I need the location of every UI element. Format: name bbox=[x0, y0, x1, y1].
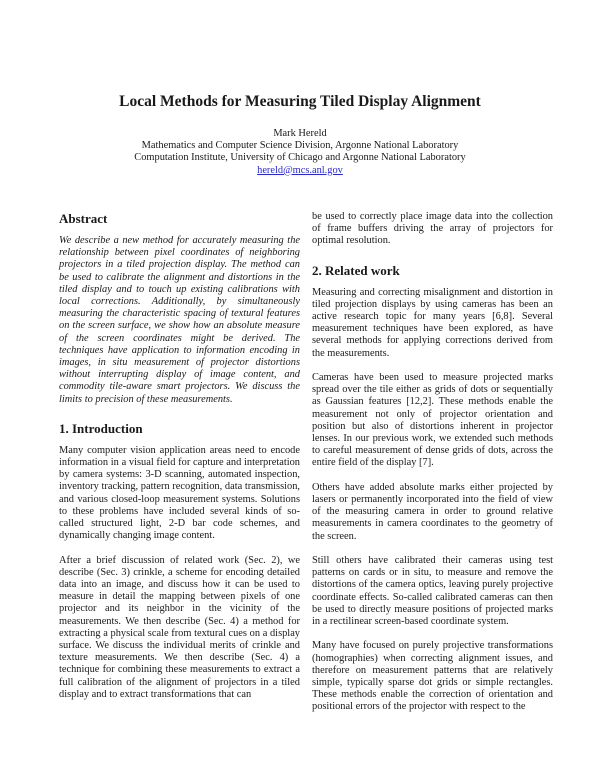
related-paragraph-1: Measuring and correcting misalignment and distortion in tiled projection displays by using cameras has been an active research topic for many years [6,8]. Several measurement techniques have been explored, as have several methods for applying corrections derived from the measurements. bbox=[312, 286, 553, 359]
intro-paragraph-2-continued: be used to correctly place image data into the collection of frame buffers driving the array of projectors for optimal resolution. bbox=[312, 211, 553, 247]
related-paragraph-5: Many have focused on purely projective transformations (homographies) when correcting alignment issues, and therefore on measurement patterns that are relatively simple, typically sparse dot grids or simple rectangles. These methods enable the correction of orientation and positional errors of the projector with respect to the bbox=[312, 640, 553, 713]
author-email-link[interactable]: hereld@mcs.anl.gov bbox=[257, 164, 343, 176]
left-column bbox=[59, 183, 300, 713]
related-paragraph-3: Others have added absolute marks either projected by lasers or permanently incorporated into the field of view of the measuring camera in order to ground relative measurements in camera coordinates to the geometry of the screen. bbox=[312, 481, 553, 542]
intro-paragraph-2: After a brief discussion of related work (Sec. 2), we describe (Sec. 3) crinkle, a scheme for encoding detailed data into an image, and discuss how it can be used to measure in detail the mapping between pixels of one projector and its neighbor in the vicinity of the measurements. We then describe (Sec. 4) a method for extracting a physical scale from textural cues on a display surface. We discuss the individual merits of crinkle and texture measurements. We then describe (Sec. 4) a technique for combining these measurements to extract a full calibration of the alignment of projectors in a tiled display and to extract transformations that can bbox=[59, 554, 300, 700]
intro-paragraph-1: Many computer vision application areas need to encode information in a visual field for capture and interpretation by camera systems: 3-D scanning, automated inspection, inventory tracking, pattern recognition, data transmission, and various closed-loop measurement systems. Solutions to these problems have included several kinds of so-called structured light, 2-D bar code schemes, and dynamically changing image content. bbox=[59, 444, 300, 542]
paper-title: Local Methods for Measuring Tiled Display Alignment bbox=[119, 93, 481, 110]
related-paragraph-2: Cameras have been used to measure projected marks spread over the tile either as grids of dots or sequentially as Gaussian features [12,2]. These methods enable the measurement not only of projector orientation and position but also of distortions inherent in projector lenses. In our previous work, we extended such methods to careful measurement of dense grids of dots, across the entire field of the display [7]. bbox=[312, 372, 553, 469]
author-name: Mark Hereld bbox=[273, 128, 327, 139]
related-work-heading: 2. Related work bbox=[312, 262, 400, 278]
abstract-text: We describe a new method for accurately measuring the relationship between pixel coordinates of neighboring projectors in a tiled projection display. The method can be used to calibrate the alignment and distortions in the tiled display and to touch up existing calibrations with local corrections. Additionally, by simultaneously measuring the characteristic spacing of textural features on the screen surface, we show how an absolute measure of the screen coordinates might be derived. The techniques have application to information encoding in images, in situ measurement of projector distortions without interrupting display of image content, and commodity tile-aware smart projectors. We discuss the limits to precision of these measurements. bbox=[59, 235, 300, 405]
author-block bbox=[0, 128, 600, 177]
affiliation-2: Computation Institute, University of Chicago and Argonne National Laboratory bbox=[134, 152, 466, 164]
affiliation-1: Mathematics and Computer Science Division, Argonne National Laboratory bbox=[141, 140, 459, 152]
abstract-heading: Abstract bbox=[59, 211, 108, 226]
related-paragraph-4: Still others have calibrated their cameras using test patterns on cards or in situ, to measure and remove the distortions of the camera optics, leaving purely projective coordinate effects. So-called calibrated cameras can then be used to directly measure positions of projected marks in a rectilinear screen-based coordinate system. bbox=[312, 555, 553, 628]
right-column bbox=[312, 183, 553, 726]
introduction-heading: 1. Introduction bbox=[59, 420, 143, 436]
